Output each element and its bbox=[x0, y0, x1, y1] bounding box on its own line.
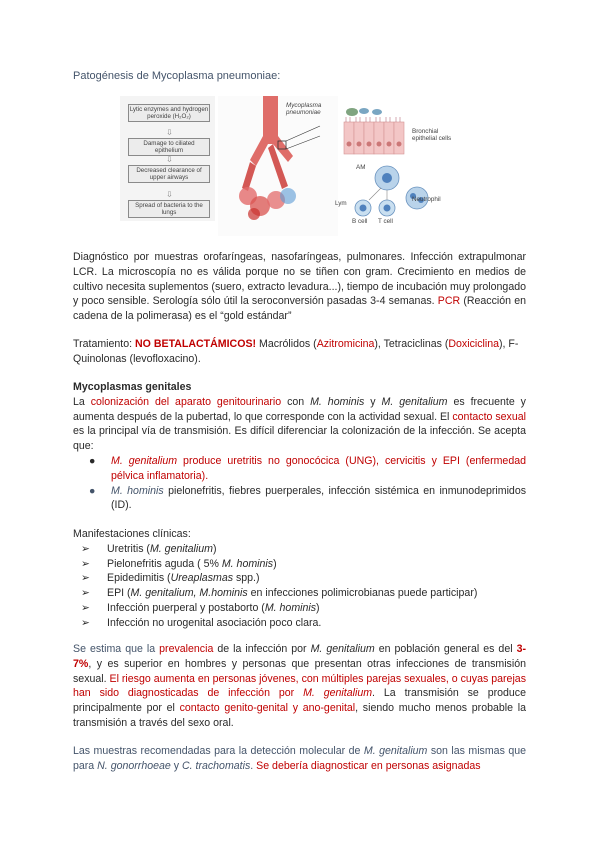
muestras-text-4: . bbox=[250, 759, 257, 772]
m3-pre: Epidedimitis ( bbox=[107, 572, 171, 585]
list-item bbox=[73, 571, 526, 586]
prevalencia-paragraph bbox=[73, 642, 526, 731]
am-label: AM bbox=[356, 164, 366, 171]
bcell-label: B cell bbox=[352, 218, 368, 225]
species-m-genitalium: M. genitalium bbox=[381, 395, 448, 408]
muestras-species-3: C. trachomatis bbox=[181, 759, 251, 772]
muestras-red-text: Se debería diagnosticar en personas asignadas bbox=[256, 759, 481, 772]
manifestaciones-heading: Manifestaciones clínicas: bbox=[73, 528, 191, 540]
m5-species: M. hominis bbox=[264, 601, 317, 614]
bronchial-label: Bronchial epithelial cells bbox=[412, 128, 452, 142]
pathogenesis-figure bbox=[120, 96, 480, 236]
species-m-hominis: M. hominis bbox=[310, 395, 365, 408]
pcr-text: (Reacción en cadena de la polimerasa) es el “gold estándar” bbox=[73, 295, 526, 323]
prev-text-4: , y es superior en hombres y personas que presentan otras infecciones de transmisión sexual. bbox=[73, 657, 526, 685]
genitales-text-con: con bbox=[281, 395, 311, 408]
list-item bbox=[73, 542, 526, 557]
prevalencia-term: prevalencia bbox=[159, 643, 214, 655]
riesgo-text: El riesgo aumenta en personas jóvenes, con múltiples parejas sexuales, o cuyas parejas han sido diagnosticadas de infección por bbox=[73, 672, 526, 700]
pcr-term: PCR bbox=[437, 295, 461, 308]
muestras-text-3: y bbox=[170, 759, 182, 772]
manifestaciones-section bbox=[73, 527, 526, 631]
m4-post: en infecciones polimicrobianas puede participar) bbox=[247, 587, 478, 600]
m5-post: ) bbox=[316, 601, 320, 614]
neutrophil-label: Neutrophil bbox=[412, 196, 441, 203]
m6-text: Infección no urogenital asociación poco clara. bbox=[107, 616, 322, 629]
flow-arrow-3: ⇩ bbox=[166, 190, 173, 199]
muestras-species-1: M. genitalium bbox=[363, 745, 428, 757]
genitales-text-rest1: es frecuente y aumenta después de la pubertad, lo que corresponde con la actividad sexual. El bbox=[73, 395, 526, 423]
flow-box-3: Decreased clearance of upper airways bbox=[128, 165, 210, 183]
mycoplasma-label: Mycoplasma pneumoniae bbox=[286, 102, 322, 116]
diagnostico-paragraph bbox=[73, 250, 526, 324]
azitromicina: Azitromicina bbox=[316, 338, 375, 350]
muestras-paragraph bbox=[73, 744, 526, 774]
species-m-hominis: M. hominis bbox=[111, 484, 164, 497]
tratamiento-label: Tratamiento: bbox=[73, 338, 136, 350]
flow-box-1: Lytic enzymes and hydrogen peroxide (H₂O₂) bbox=[129, 106, 209, 120]
m3-post: spp.) bbox=[233, 572, 260, 585]
list-item bbox=[73, 484, 526, 514]
arrow-bullet-icon: ➢ bbox=[81, 542, 90, 555]
prev-text-5: . La transmisión se produce principalmente por el bbox=[73, 687, 527, 715]
m2-post: ) bbox=[273, 557, 277, 570]
manifestaciones-list bbox=[73, 542, 526, 631]
genitales-text-rest2: es la principal vía de transmisión. Es difícil diferenciar la colonización de la infección. Se acepta que: bbox=[73, 425, 526, 453]
prev-species: M. genitalium bbox=[310, 643, 375, 655]
prev-species-2: M. genitalium bbox=[303, 687, 373, 700]
no-betalactamicos: NO BETALACTÁMICOS! bbox=[135, 338, 257, 350]
colonizacion-term: colonización del aparato genitourinario bbox=[90, 395, 282, 408]
m4-species: M. genitalium, M.hominis bbox=[130, 587, 248, 600]
prevalence-percent: 3-7% bbox=[73, 643, 527, 670]
list-item bbox=[73, 601, 526, 616]
muestras-text-2: son las mismas que para bbox=[73, 745, 526, 772]
genitales-paragraph bbox=[73, 395, 526, 454]
tratamiento-text-3: ), F-Quinolonas (levofloxacino). bbox=[73, 338, 519, 365]
list-item bbox=[73, 557, 526, 572]
species-m-genitalium: M. genitalium bbox=[111, 454, 178, 467]
bullet-2-text: pielonefritis, fiebres puerperales, infección sistémica en inmunodeprimidos (ID). bbox=[111, 484, 527, 512]
tratamiento-paragraph bbox=[73, 337, 526, 367]
flow-arrow-1: ⇩ bbox=[166, 128, 173, 137]
doxiciclina: Doxiciclina bbox=[448, 338, 500, 350]
genitales-section bbox=[73, 380, 526, 513]
flow-arrow-2: ⇩ bbox=[166, 155, 173, 164]
genitales-text-la: La bbox=[73, 395, 91, 408]
m3-species: Ureaplasmas bbox=[170, 572, 234, 585]
bullet-icon: ● bbox=[89, 454, 96, 467]
m2-species: M. hominis bbox=[221, 557, 274, 570]
page-title: Patogénesis de Mycoplasma pneumoniae: bbox=[73, 70, 281, 82]
lym-label: Lym bbox=[335, 200, 347, 207]
prev-text-2: de la infección por bbox=[213, 643, 311, 655]
m4-pre: EPI ( bbox=[107, 587, 131, 600]
diagnostico-text: Diagnóstico por muestras orofaríngeas, nasofaríngeas, pulmonares. Infección extrapulmonar LCR. La microscopía no es válida porque no se tiñen con gram. Crecimiento en medios de cultivo necesita suplementos (suero, extracto levadura...), tiempo de incubación muy prolongado y poco sensible. Serología sólo útil la seroconversión pasadas 3-4 semanas. bbox=[73, 251, 526, 308]
m1-species: M. genitalium bbox=[149, 542, 213, 555]
m1-post: ) bbox=[212, 542, 217, 555]
arrow-bullet-icon: ➢ bbox=[81, 557, 90, 570]
flow-box-4: Spread of bacteria to the lungs bbox=[128, 200, 210, 218]
tratamiento-text-2: ), Tetraciclinas ( bbox=[374, 338, 449, 350]
prev-text-3: en población general es del bbox=[374, 643, 517, 655]
list-item bbox=[73, 616, 526, 631]
tcell-label: T cell bbox=[378, 218, 393, 225]
bullet-1-text: produce uretritis no gonocócica (UNG), cervicitis y EPI (enfermedad pélvica inflamatoria). bbox=[111, 454, 526, 482]
tratamiento-text-1: Macrólidos ( bbox=[256, 338, 317, 350]
arrow-bullet-icon: ➢ bbox=[81, 616, 90, 629]
arrow-bullet-icon: ➢ bbox=[81, 572, 90, 585]
arrow-bullet-icon: ➢ bbox=[81, 601, 90, 614]
list-item bbox=[73, 454, 526, 484]
flow-box-2: Damage to ciliated epithelium bbox=[128, 138, 210, 156]
prev-text-1: Se estima que la bbox=[73, 643, 160, 655]
contacto-sexual-term: contacto sexual bbox=[452, 410, 526, 423]
muestras-text-1: Las muestras recomendadas para la detección molecular de bbox=[73, 745, 364, 757]
m2-pre: Pielonefritis aguda ( 5% bbox=[107, 557, 222, 570]
muestras-species-2: N. gonorrhoeae bbox=[97, 759, 171, 772]
genitales-text-y: y bbox=[364, 395, 382, 408]
list-item bbox=[73, 586, 526, 601]
m5-pre: Infección puerperal y postaborto ( bbox=[107, 601, 265, 614]
arrow-bullet-icon: ➢ bbox=[81, 587, 90, 600]
contacto-term: contacto genito-genital y ano-genital bbox=[179, 702, 356, 715]
genitales-heading: Mycoplasmas genitales bbox=[73, 381, 192, 393]
m1-pre: Uretritis ( bbox=[107, 542, 150, 555]
bullet-icon: ● bbox=[89, 484, 96, 497]
lung-illustration bbox=[218, 96, 338, 236]
prev-text-6: , siendo mucho menos probable la transmisión a través del sexo oral. bbox=[73, 702, 526, 729]
genitales-bullet-list bbox=[73, 454, 526, 513]
